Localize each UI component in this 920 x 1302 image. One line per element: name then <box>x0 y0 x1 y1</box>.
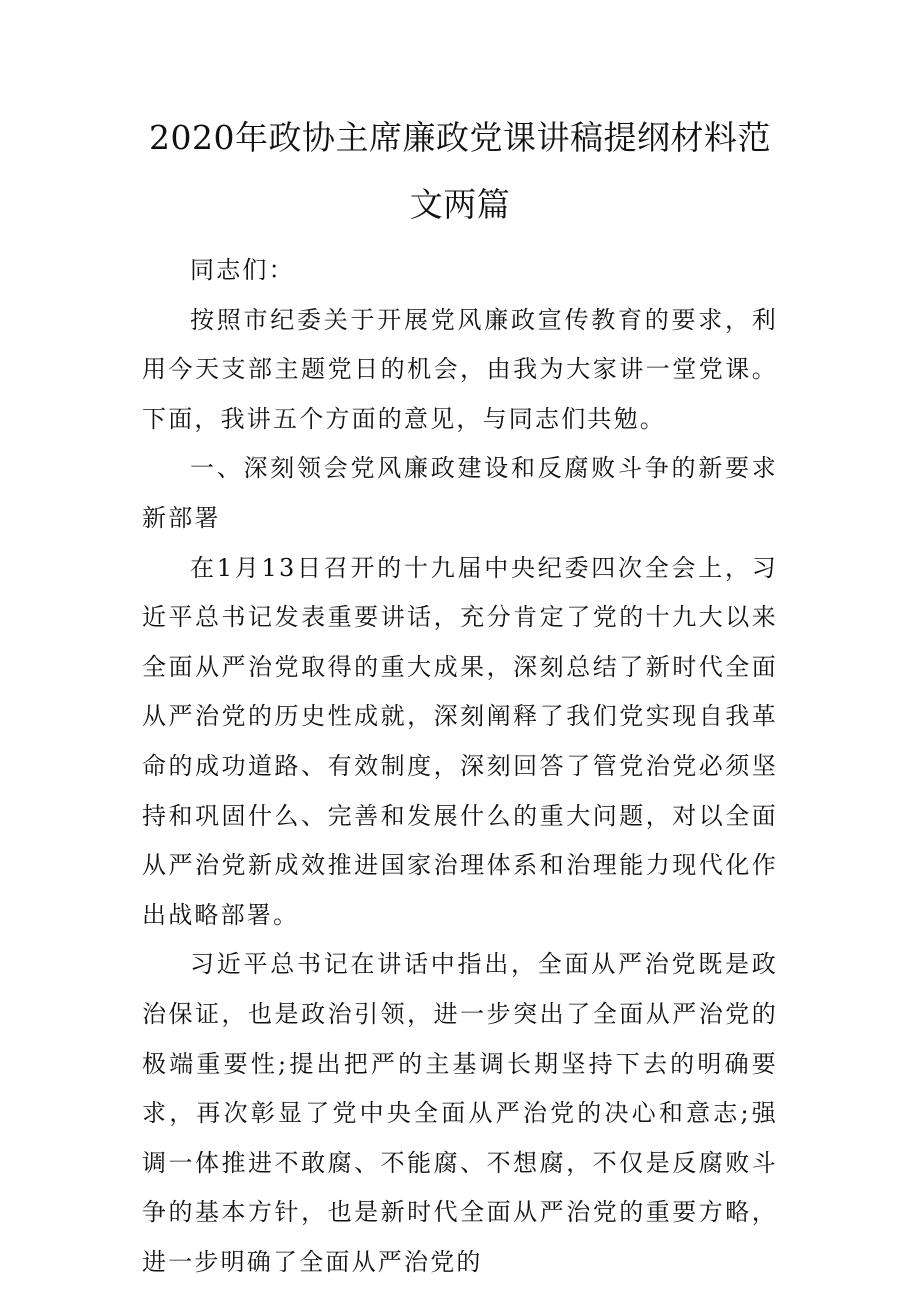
paragraph-speech-points: 习近平总书记在讲话中指出，全面从严治党既是政治保证，也是政治引领，进一步突出了全面从严治党的极端重要性;提出把严的主基调长期坚持下去的明确要求，再次彰显了党中央全面从严治党的决心和意志;强调一体推进不敢腐、不能腐、不想腐，不仅是反腐败斗争的基本方针，也是新时代全面从严治党的重要方略，进一步明确了全面从严治党的 <box>142 950 778 1276</box>
salutation: 同志们： <box>190 256 295 284</box>
section-heading-1: 一、深刻领会党风廉政建设和反腐败斗争的新要求新部署 <box>142 454 778 532</box>
document-body <box>142 246 778 1287</box>
paragraph-intro: 按照市纪委关于开展党风廉政宣传教育的要求，利用今天支部主题党日的机会，由我为大家讲一堂党课。下面，我讲五个方面的意见，与同志们共勉。 <box>142 305 778 433</box>
paragraph-plenary-session: 在1月13日召开的十九届中央纪委四次全会上，习近平总书记发表重要讲话，充分肯定了党的十九大以来全面从严治党取得的重大成果，深刻总结了新时代全面从严治党的历史性成就，深刻阐释了我们党实现自我革命的成功道路、有效制度，深刻回答了管党治党必须坚持和巩固什么、完善和发展什么的重大问题，对以全面从严治党新成效推进国家治理体系和治理能力现代化作出战略部署。 <box>142 553 778 929</box>
document-title: 2020年政协主席廉政党课讲稿提纲材料范文两篇 <box>149 118 771 224</box>
